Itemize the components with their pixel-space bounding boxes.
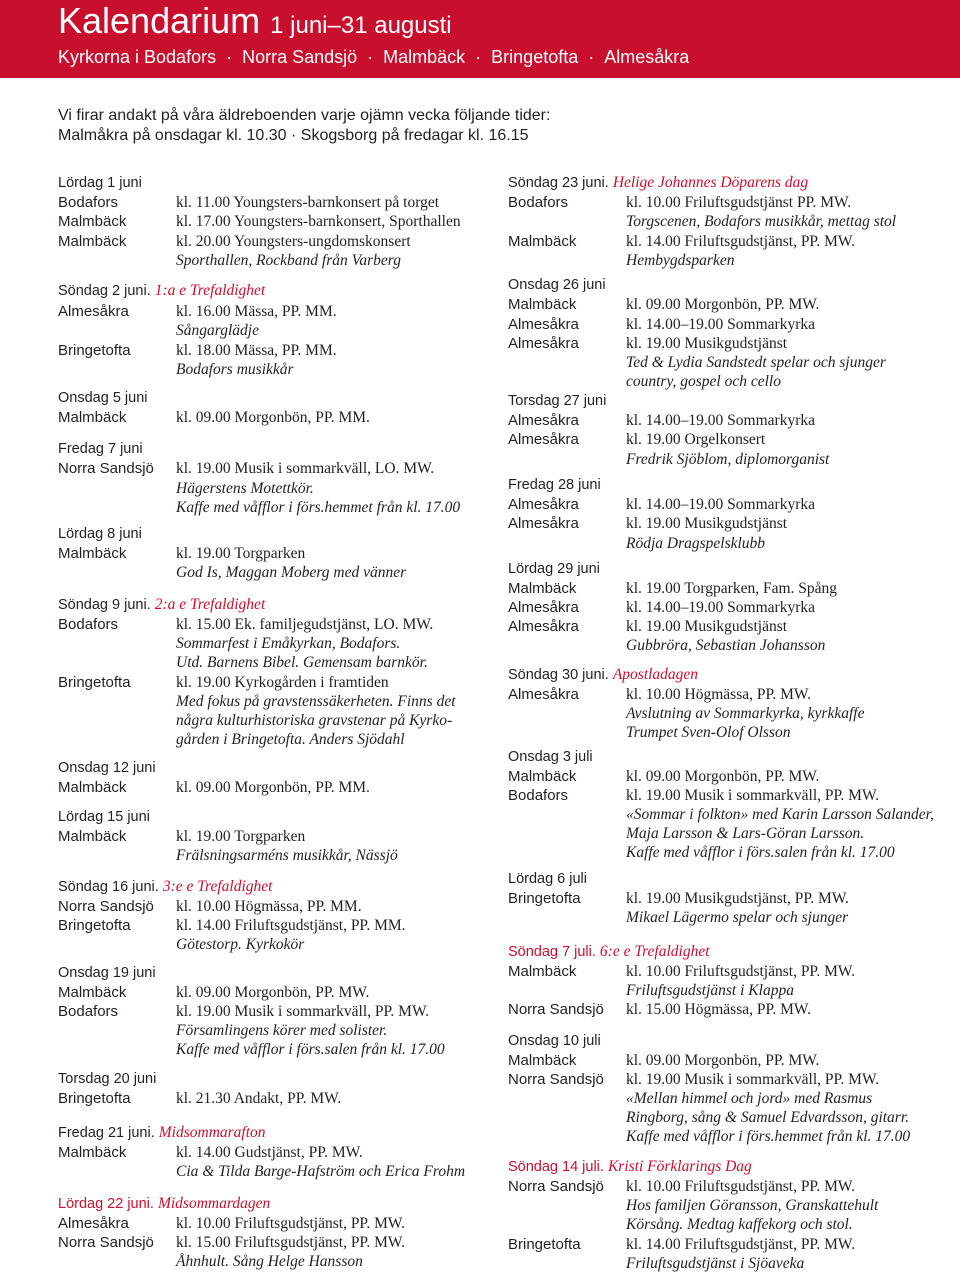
intro-line: Vi firar andakt på våra äldreboenden varje ojämn vecka följande tider: bbox=[58, 107, 551, 124]
event-note: Åhnhult. Sång Helge Hansson bbox=[176, 1253, 363, 1270]
event-note: Kaffe med våfflor i förs.salen från kl. 17.00 bbox=[626, 844, 895, 861]
event-detail: kl. 19.00 Musik i sommarkväll, PP. MW. bbox=[626, 1071, 880, 1088]
event-note: Ted & Lydia Sandstedt spelar och sjunger bbox=[626, 354, 886, 371]
event-detail: kl. 19.00 Musik i sommarkväll, PP. MW. bbox=[626, 787, 880, 804]
event-detail: kl. 19.00 Musikgudstjänst, PP. MW. bbox=[626, 890, 849, 907]
place: Norra Sandsjö bbox=[508, 1071, 604, 1088]
holiday-name: 6:e e Trefaldighet bbox=[599, 943, 710, 960]
event-note: Gubbröra, Sebastian Johansson bbox=[626, 637, 826, 654]
event-note: Kaffe med våfflor i förs.hemmet från kl. 17.00 bbox=[176, 499, 461, 516]
event-note: «Sommar i folkton» med Karin Larsson Salander, bbox=[626, 806, 934, 823]
event-detail: kl. 20.00 Youngsters-ungdomskonsert bbox=[176, 233, 411, 250]
day-heading: Fredag 21 juni. Midsommarafton bbox=[58, 1124, 266, 1141]
place: Bodafors bbox=[58, 1003, 119, 1020]
day-heading: Onsdag 10 juli bbox=[508, 1033, 601, 1049]
day-heading: Söndag 23 juni. Helige Johannes Döparens dag bbox=[508, 174, 809, 191]
day-heading: Lördag 1 juni bbox=[58, 175, 142, 191]
place: Bringetofta bbox=[508, 890, 581, 907]
event-note: Sommarfest i Emåkyrkan, Bodafors. bbox=[176, 635, 401, 652]
day-heading: Torsdag 27 juni bbox=[508, 393, 607, 409]
day-heading: Torsdag 20 juni bbox=[58, 1071, 157, 1087]
event-note: Friluftsgudstjänst i Klappa bbox=[626, 982, 794, 999]
holiday-name: 2:a e Trefaldighet bbox=[154, 596, 266, 613]
day-heading: Onsdag 5 juni bbox=[58, 390, 148, 406]
place: Bodafors bbox=[58, 194, 119, 211]
event-detail: kl. 14.00 Friluftsgudstjänst, PP. MW. bbox=[626, 1236, 855, 1253]
day-heading: Lördag 15 juni bbox=[58, 809, 150, 825]
day-heading: Söndag 2 juni. 1:a e Trefaldighet bbox=[58, 282, 266, 299]
church-bodafors: Kyrkorna i Bodafors bbox=[58, 47, 217, 67]
place: Almesåkra bbox=[508, 515, 579, 532]
day-heading: Lördag 29 juni bbox=[508, 561, 600, 577]
event-detail: kl. 14.00 Friluftsgudstjänst, PP. MW. bbox=[626, 233, 855, 250]
event-note: Hos familjen Göransson, Granskattehult bbox=[626, 1197, 879, 1214]
event-note: God Is, Maggan Moberg med vänner bbox=[176, 564, 407, 581]
event-detail: kl. 14.00–19.00 Sommarkyrka bbox=[626, 412, 815, 429]
day-heading: Lördag 22 juni. Midsommardagen bbox=[58, 1195, 271, 1212]
separator: · bbox=[367, 47, 374, 67]
place: Malmbäck bbox=[58, 984, 127, 1001]
day-heading: Lördag 8 juni bbox=[58, 526, 142, 542]
event-note: Kaffe med våfflor i förs.hemmet från kl. 17.00 bbox=[626, 1128, 911, 1145]
event-detail: kl. 10.00 Friluftsgudstjänst PP. MW. bbox=[626, 194, 852, 211]
day-heading: Söndag 30 juni. Apostladagen bbox=[508, 666, 699, 683]
day-heading: Söndag 9 juni. 2:a e Trefaldighet bbox=[58, 596, 266, 613]
place: Almesåkra bbox=[58, 1215, 129, 1232]
place: Malmbäck bbox=[58, 545, 127, 562]
day-heading: Onsdag 12 juni bbox=[58, 760, 156, 776]
event-detail: kl. 10.00 Friluftsgudstjänst, PP. MW. bbox=[176, 1215, 405, 1232]
place: Almesåkra bbox=[508, 496, 579, 513]
place: Bringetofta bbox=[58, 1090, 131, 1107]
event-detail: kl. 19.00 Orgelkonsert bbox=[626, 431, 766, 448]
event-note: Trumpet Sven-Olof Olsson bbox=[626, 724, 791, 741]
event-note: Avslutning av Sommarkyrka, kyrkkaffe bbox=[626, 705, 865, 722]
event-detail: kl. 18.00 Mässa, PP. MM. bbox=[176, 342, 337, 359]
event-note: Församlingens körer med solister. bbox=[176, 1022, 388, 1039]
intro-text bbox=[58, 106, 550, 146]
event-note: Hembygdsparken bbox=[626, 252, 735, 269]
separator: · bbox=[226, 47, 233, 67]
event-detail: kl. 10.00 Högmässa, PP. MM. bbox=[176, 898, 362, 915]
event-detail: kl. 21.30 Andakt, PP. MW. bbox=[176, 1090, 342, 1107]
page-title bbox=[58, 1, 452, 46]
event-detail: kl. 19.00 Torgparken bbox=[176, 545, 306, 562]
church-almesakra: Almesåkra bbox=[604, 47, 690, 67]
event-note: Bodafors musikkår bbox=[176, 361, 294, 378]
place: Malmbäck bbox=[508, 1052, 577, 1069]
separator: · bbox=[588, 47, 595, 67]
place: Norra Sandsjö bbox=[58, 898, 154, 915]
event-note: Sporthallen, Rockband från Varberg bbox=[176, 252, 402, 269]
place: Malmbäck bbox=[58, 1144, 127, 1161]
place: Norra Sandsjö bbox=[508, 1178, 604, 1195]
place: Almesåkra bbox=[508, 316, 579, 333]
event-note: «Mellan himmel och jord» med Rasmus bbox=[626, 1090, 873, 1107]
event-detail: kl. 10.00 Friluftsgudstjänst, PP. MW. bbox=[626, 1178, 855, 1195]
place: Malmbäck bbox=[58, 409, 127, 426]
intro-line: Malmåkra på onsdagar kl. 10.30 · Skogsborg på fredagar kl. 16.15 bbox=[58, 127, 529, 144]
event-detail: kl. 15.00 Friluftsgudstjänst, PP. MW. bbox=[176, 1234, 405, 1251]
event-note: Mikael Lägermo spelar och sjunger bbox=[626, 909, 849, 926]
place: Norra Sandsjö bbox=[508, 1001, 604, 1018]
event-note: Frälsningsarméns musikkår, Nässjö bbox=[176, 847, 398, 864]
event-detail: kl. 19.00 Musik i sommarkväll, PP. MW. bbox=[176, 1003, 430, 1020]
event-detail: kl. 19.00 Musik i sommarkväll, LO. MW. bbox=[176, 460, 435, 477]
header-banner bbox=[0, 0, 960, 78]
place: Almesåkra bbox=[58, 303, 129, 320]
event-note: Körsång. Medtag kaffekorg och stol. bbox=[626, 1216, 853, 1233]
day-heading: Lördag 6 juli bbox=[508, 871, 587, 887]
place: Malmbäck bbox=[508, 768, 577, 785]
day-heading: Onsdag 26 juni bbox=[508, 277, 606, 293]
holiday-name: Kristi Förklarings Dag bbox=[607, 1158, 752, 1175]
place: Almesåkra bbox=[508, 618, 579, 635]
event-note: Sångarglädje bbox=[176, 322, 259, 339]
event-detail: kl. 15.00 Högmässa, PP. MW. bbox=[626, 1001, 812, 1018]
event-detail: kl. 09.00 Morgonbön, PP. MW. bbox=[626, 296, 820, 313]
holiday-name: Apostladagen bbox=[612, 666, 699, 683]
place: Malmbäck bbox=[58, 213, 127, 230]
place: Bringetofta bbox=[58, 674, 131, 691]
place: Norra Sandsjö bbox=[58, 1234, 154, 1251]
place: Norra Sandsjö bbox=[58, 460, 154, 477]
event-note: Maja Larsson & Lars-Göran Larsson. bbox=[626, 825, 865, 842]
day-heading: Fredag 28 juni bbox=[508, 477, 601, 493]
event-detail: kl. 10.00 Friluftsgudstjänst, PP. MW. bbox=[626, 963, 855, 980]
church-list bbox=[58, 45, 689, 69]
church-norra-sandsjo: Norra Sandsjö bbox=[242, 47, 358, 67]
day-heading: Onsdag 19 juni bbox=[58, 965, 156, 981]
place: Bringetofta bbox=[58, 342, 131, 359]
title-text: Kalendarium bbox=[58, 0, 261, 41]
day-heading: Söndag 16 juni. 3:e e Trefaldighet bbox=[58, 878, 273, 895]
event-note: Rödja Dragspelsklubb bbox=[626, 535, 766, 552]
holiday-name: Helige Johannes Döparens dag bbox=[612, 174, 809, 191]
place: Almesåkra bbox=[508, 412, 579, 429]
event-note: Friluftsgudstjänst i Sjöaveka bbox=[626, 1255, 805, 1272]
event-note: några kulturhistoriska gravstenar på Kyrko- bbox=[176, 712, 453, 729]
event-detail: kl. 15.00 Ek. familjegudstjänst, LO. MW. bbox=[176, 616, 434, 633]
event-detail: kl. 09.00 Morgonbön, PP. MW. bbox=[626, 768, 820, 785]
place: Almesåkra bbox=[508, 686, 579, 703]
event-detail: kl. 14.00 Friluftsgudstjänst, PP. MM. bbox=[176, 917, 406, 934]
holiday-name: Midsommardagen bbox=[157, 1195, 271, 1212]
event-note: Götestorp. Kyrkokör bbox=[176, 936, 305, 953]
day-heading: Söndag 14 juli. Kristi Förklarings Dag bbox=[508, 1158, 752, 1175]
place: Malmbäck bbox=[508, 233, 577, 250]
place: Almesåkra bbox=[508, 335, 579, 352]
event-detail: kl. 09.00 Morgonbön, PP. MM. bbox=[176, 409, 370, 426]
title-period: 1 juni–31 augusti bbox=[270, 12, 452, 39]
event-note: country, gospel och cello bbox=[626, 373, 781, 390]
event-detail: kl. 14.00–19.00 Sommarkyrka bbox=[626, 496, 815, 513]
place: Bodafors bbox=[508, 194, 569, 211]
holiday-name: 3:e e Trefaldighet bbox=[162, 878, 273, 895]
event-detail: kl. 14.00–19.00 Sommarkyrka bbox=[626, 316, 815, 333]
event-detail: kl. 19.00 Musikgudstjänst bbox=[626, 335, 788, 352]
place: Almesåkra bbox=[508, 431, 579, 448]
event-note: Med fokus på gravstenssäkerheten. Finns det bbox=[176, 693, 456, 710]
event-detail: kl. 10.00 Högmässa, PP. MW. bbox=[626, 686, 812, 703]
event-note: Hägerstens Motettkör. bbox=[176, 480, 314, 497]
place: Malmbäck bbox=[58, 779, 127, 796]
day-heading: Söndag 7 juli. 6:e e Trefaldighet bbox=[508, 943, 710, 960]
church-bringetofta: Bringetofta bbox=[491, 47, 579, 67]
event-note: Torgscenen, Bodafors musikkår, mettag stol bbox=[626, 213, 897, 230]
event-detail: kl. 17.00 Youngsters-barnkonsert, Sporthallen bbox=[176, 213, 461, 230]
event-detail: kl. 09.00 Morgonbön, PP. MW. bbox=[626, 1052, 820, 1069]
holiday-name: Midsommarafton bbox=[158, 1124, 266, 1141]
church-malmback: Malmbäck bbox=[383, 47, 466, 67]
event-detail: kl. 09.00 Morgonbön, PP. MM. bbox=[176, 779, 370, 796]
separator: · bbox=[475, 47, 482, 67]
event-detail: kl. 09.00 Morgonbön, PP. MW. bbox=[176, 984, 370, 1001]
place: Bringetofta bbox=[58, 917, 131, 934]
event-detail: kl. 14.00–19.00 Sommarkyrka bbox=[626, 599, 815, 616]
event-detail: kl. 16.00 Mässa, PP. MM. bbox=[176, 303, 337, 320]
place: Malmbäck bbox=[58, 828, 127, 845]
place: Malmbäck bbox=[508, 580, 577, 597]
event-note: Kaffe med våfflor i förs.salen från kl. 17.00 bbox=[176, 1041, 445, 1058]
event-note: Fredrik Sjöblom, diplomorganist bbox=[626, 451, 830, 468]
place: Bringetofta bbox=[508, 1236, 581, 1253]
place: Bodafors bbox=[508, 787, 569, 804]
event-detail: kl. 19.00 Torgparken, Fam. Spång bbox=[626, 580, 838, 597]
place: Almesåkra bbox=[508, 599, 579, 616]
place: Malmbäck bbox=[508, 296, 577, 313]
event-detail: kl. 19.00 Musikgudstjänst bbox=[626, 618, 788, 635]
event-note: Utd. Barnens Bibel. Gemensam barnkör. bbox=[176, 654, 428, 671]
event-detail: kl. 19.00 Kyrkogården i framtiden bbox=[176, 674, 389, 691]
event-detail: kl. 11.00 Youngsters-barnkonsert på torget bbox=[176, 194, 440, 211]
place: Malmbäck bbox=[58, 233, 127, 250]
place: Bodafors bbox=[58, 616, 119, 633]
event-note: gården i Bringetofta. Anders Sjödahl bbox=[176, 731, 405, 748]
event-detail: kl. 14.00 Gudstjänst, PP. MW. bbox=[176, 1144, 363, 1161]
day-heading: Fredag 7 juni bbox=[58, 441, 143, 457]
event-detail: kl. 19.00 Musikgudstjänst bbox=[626, 515, 788, 532]
event-note: Cia & Tilda Barge-Hafström och Erica Frohm bbox=[176, 1163, 466, 1180]
day-heading: Onsdag 3 juli bbox=[508, 749, 593, 765]
event-detail: kl. 19.00 Torgparken bbox=[176, 828, 306, 845]
holiday-name: 1:a e Trefaldighet bbox=[154, 282, 266, 299]
place: Malmbäck bbox=[508, 963, 577, 980]
event-note: Ringborg, sång & Samuel Edvardsson, gitarr. bbox=[626, 1109, 910, 1126]
